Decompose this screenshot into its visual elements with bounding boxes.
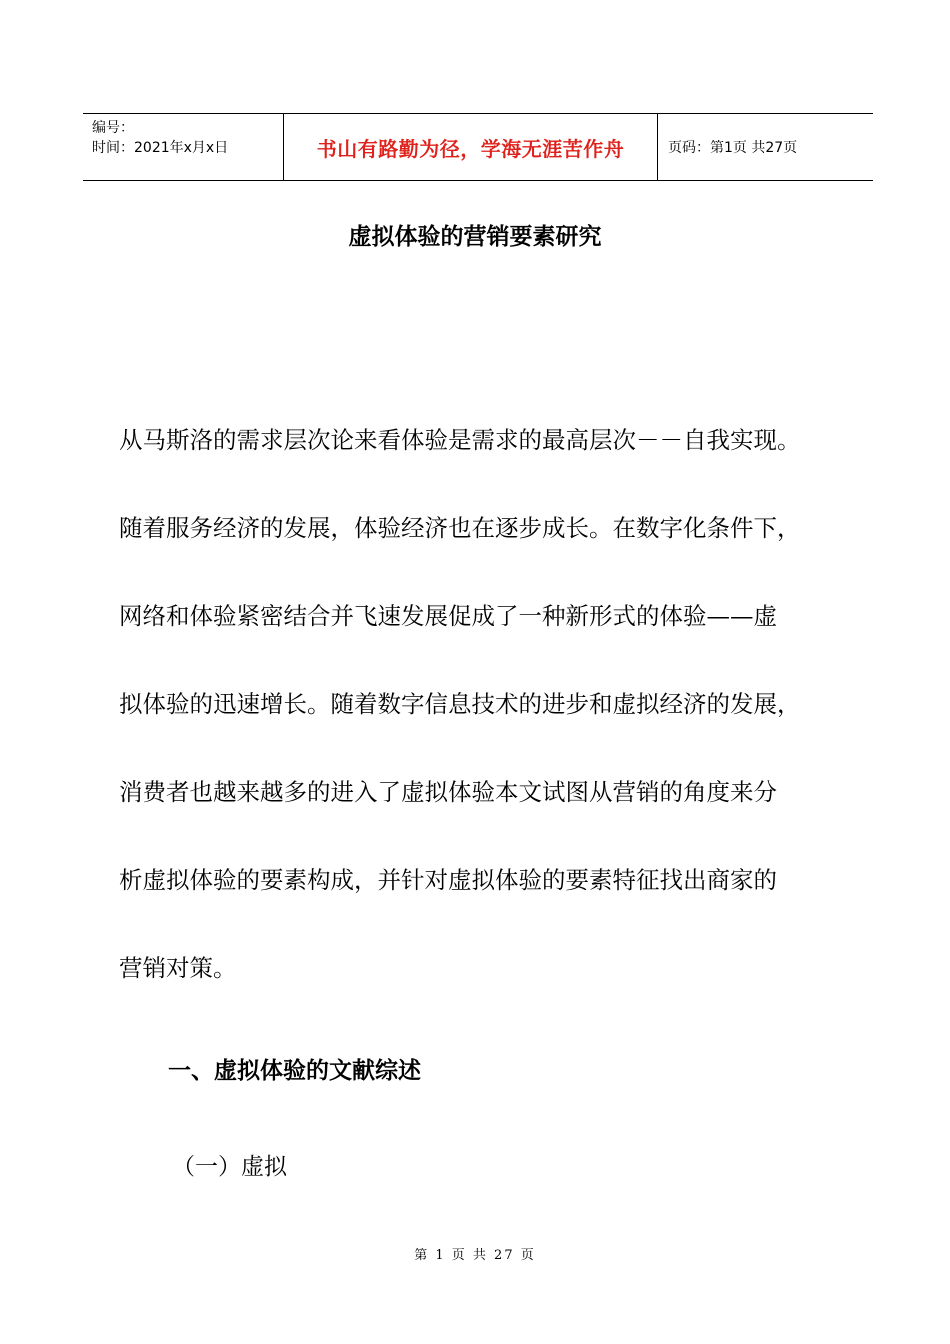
paragraph-line: 析虚拟体验的要素构成，并针对虚拟体验的要素特征找出商家的 bbox=[119, 866, 777, 894]
subsection-heading: （一）虚拟 bbox=[172, 1154, 287, 1180]
header-page-cell bbox=[658, 114, 873, 180]
header-table bbox=[83, 113, 873, 181]
paragraph-line: 营销对策。 bbox=[119, 954, 237, 982]
number-label: 编号： bbox=[92, 120, 134, 136]
body-paragraph bbox=[119, 417, 859, 1033]
paragraph-line: 拟体验的迅速增长。随着数字信息技术的进步和虚拟经济的发展， bbox=[119, 690, 801, 718]
document-title: 虚拟体验的营销要素研究 bbox=[348, 224, 602, 250]
header-meta-cell bbox=[83, 114, 284, 180]
motto-text: 书山有路勤为径，学海无涯苦作舟 bbox=[316, 136, 625, 161]
header-motto-cell bbox=[284, 114, 658, 180]
page-footer: 第 1 页 共 27 页 bbox=[414, 1248, 536, 1263]
time-label: 时间：2021年x月x日 bbox=[92, 140, 229, 156]
paragraph-line: 随着服务经济的发展，体验经济也在逐步成长。在数字化条件下， bbox=[119, 514, 801, 542]
paragraph-line: 网络和体验紧密结合并飞速发展促成了一种新形式的体验——虚 bbox=[119, 602, 777, 630]
page-info: 页码：第1页 共27页 bbox=[668, 140, 798, 156]
paragraph-line: 消费者也越来越多的进入了虚拟体验本文试图从营销的角度来分 bbox=[119, 778, 777, 806]
paragraph-line: 从马斯洛的需求层次论来看体验是需求的最高层次－－自我实现。 bbox=[119, 426, 801, 454]
section-heading: 一、虚拟体验的文献综述 bbox=[168, 1058, 421, 1084]
